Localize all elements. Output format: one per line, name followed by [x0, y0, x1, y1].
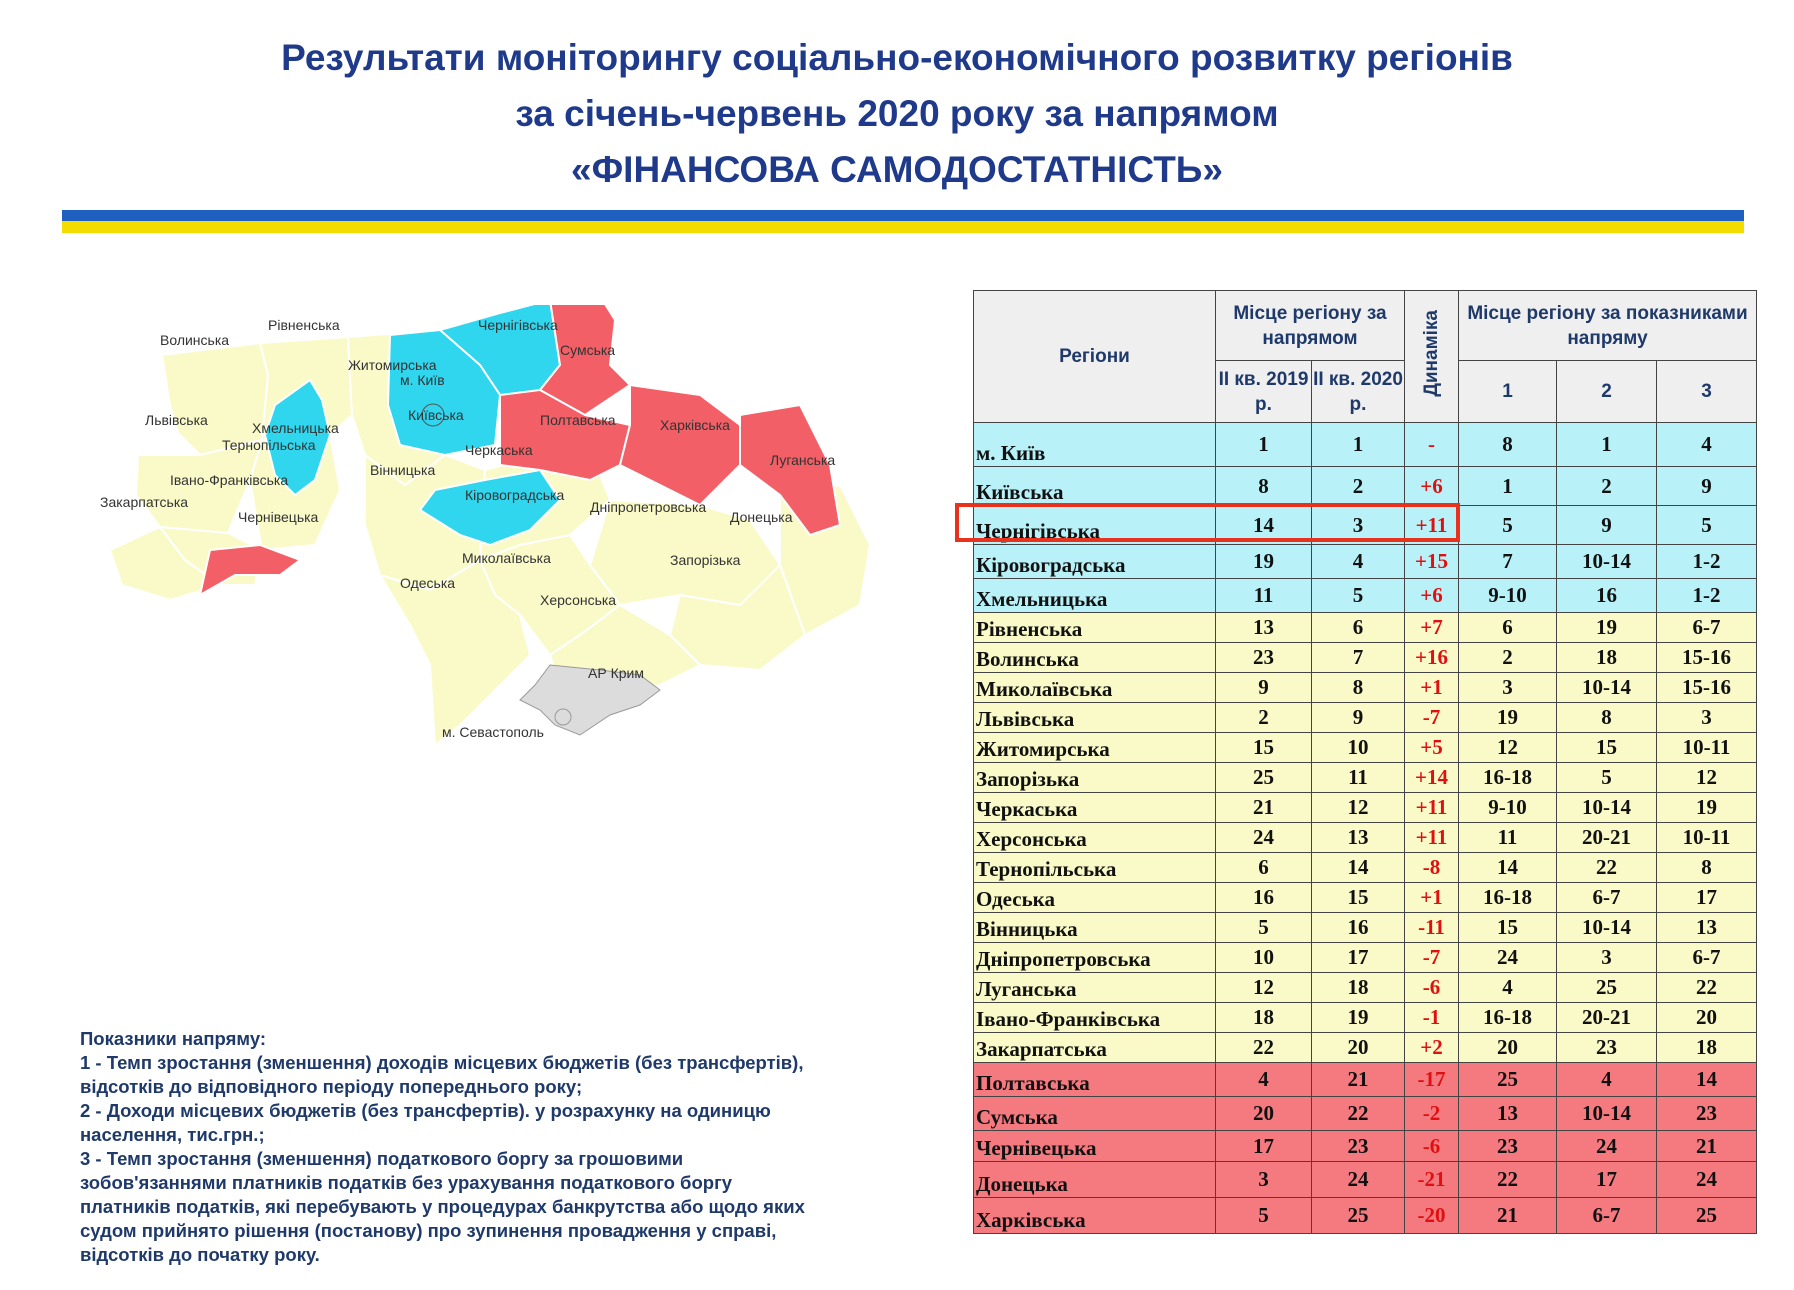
cell-i2: 2 [1557, 467, 1657, 506]
header-place-direction: Місце регіону за напрямом [1216, 291, 1405, 361]
title-line-1: Результати моніторингу соціально-економічного розвитку регіонів [281, 37, 1513, 78]
table-row [974, 423, 1757, 467]
table-row [974, 1198, 1757, 1234]
cell-i2: 23 [1557, 1033, 1657, 1063]
cell-dyn: +1 [1405, 883, 1459, 913]
legend-line: відсотків до початку року. [80, 1244, 320, 1265]
cell-region: Закарпатська [974, 1033, 1216, 1063]
cell-i1: 7 [1459, 545, 1557, 579]
cell-p2020: 21 [1312, 1063, 1405, 1097]
cell-p2020: 7 [1312, 643, 1405, 673]
cell-i2: 8 [1557, 703, 1657, 733]
map-label-luhanska: Луганська [770, 452, 836, 468]
cell-i2: 10-14 [1557, 793, 1657, 823]
cell-i3: 10-11 [1657, 823, 1757, 853]
cell-i2: 24 [1557, 1131, 1657, 1162]
header-indicator-2: 2 [1557, 361, 1657, 423]
cell-p2019: 22 [1216, 1033, 1312, 1063]
legend [80, 1027, 880, 1267]
map-label-donetska: Донецька [730, 509, 793, 525]
map-label-dnipro: Дніпропетровська [590, 499, 707, 515]
cell-p2019: 6 [1216, 853, 1312, 883]
cell-i1: 19 [1459, 703, 1557, 733]
cell-region: Донецька [974, 1162, 1216, 1198]
cell-p2020: 10 [1312, 733, 1405, 763]
cell-region: Київська [974, 467, 1216, 506]
legend-line: судом прийнято рішення (постанову) про зупинення провадження у справі, [80, 1220, 777, 1241]
cell-i2: 4 [1557, 1063, 1657, 1097]
cell-dyn: +11 [1405, 823, 1459, 853]
legend-line: зобов'язаннями платників податків без урахування податкового боргу [80, 1172, 733, 1193]
cell-p2020: 19 [1312, 1003, 1405, 1033]
cell-dyn: -17 [1405, 1063, 1459, 1097]
cell-dyn: +14 [1405, 763, 1459, 793]
cell-p2020: 17 [1312, 943, 1405, 973]
flag-stripe-blue [62, 210, 1744, 221]
map-label-rivnenska: Рівненська [268, 317, 340, 333]
map-label-khmelnytska: Хмельницька [252, 420, 339, 436]
map-sevastopol-marker [555, 709, 571, 725]
map-label-sumska: Сумська [560, 342, 616, 358]
page-title [0, 30, 1794, 198]
cell-dyn: -6 [1405, 973, 1459, 1003]
header-place-indicators: Місце регіону за показниками напряму [1459, 291, 1757, 361]
cell-dyn: - [1405, 423, 1459, 467]
cell-i2: 10-14 [1557, 913, 1657, 943]
cell-region: Волинська [974, 643, 1216, 673]
cell-p2020: 4 [1312, 545, 1405, 579]
map-label-kharkivska: Харківська [660, 417, 730, 433]
cell-i1: 9-10 [1459, 793, 1557, 823]
header-indicator-1: 1 [1459, 361, 1557, 423]
cell-region: Черкаська [974, 793, 1216, 823]
cell-i1: 16-18 [1459, 763, 1557, 793]
map-label-chernihivska: Чернігівська [478, 317, 558, 333]
cell-dyn: +6 [1405, 467, 1459, 506]
cell-i3: 24 [1657, 1162, 1757, 1198]
cell-i3: 18 [1657, 1033, 1757, 1063]
cell-p2020: 15 [1312, 883, 1405, 913]
cell-p2019: 21 [1216, 793, 1312, 823]
map-label-khersonska: Херсонська [540, 592, 617, 608]
cell-dyn: -8 [1405, 853, 1459, 883]
cell-i1: 13 [1459, 1097, 1557, 1131]
cell-p2019: 3 [1216, 1162, 1312, 1198]
map-region-kharkivska [620, 385, 740, 505]
cell-region: Дніпропетровська [974, 943, 1216, 973]
cell-region: Рівненська [974, 613, 1216, 643]
flag-stripe-yellow [62, 221, 1744, 233]
cell-p2020: 12 [1312, 793, 1405, 823]
cell-p2019: 19 [1216, 545, 1312, 579]
cell-dyn: -7 [1405, 703, 1459, 733]
cell-i3: 6-7 [1657, 613, 1757, 643]
cell-p2019: 18 [1216, 1003, 1312, 1033]
table-row [974, 913, 1757, 943]
cell-p2020: 25 [1312, 1198, 1405, 1234]
map-label-ivano: Івано-Франківська [170, 472, 289, 488]
cell-p2020: 20 [1312, 1033, 1405, 1063]
table-row [974, 1131, 1757, 1162]
table-row [974, 853, 1757, 883]
cell-i2: 10-14 [1557, 673, 1657, 703]
cell-p2019: 8 [1216, 467, 1312, 506]
cell-p2019: 25 [1216, 763, 1312, 793]
map-region-poltavska [500, 390, 630, 480]
legend-title: Показники напряму: [80, 1028, 267, 1049]
map-label-odeska: Одеська [400, 575, 456, 591]
cell-dyn: +5 [1405, 733, 1459, 763]
cell-region: Кіровоградська [974, 545, 1216, 579]
cell-i2: 15 [1557, 733, 1657, 763]
map-label-kyivska: Київська [408, 407, 464, 423]
table-row [974, 823, 1757, 853]
cell-i1: 6 [1459, 613, 1557, 643]
table-row [974, 613, 1757, 643]
map-label-sevastopol: м. Севастополь [442, 724, 544, 740]
cell-p2019: 2 [1216, 703, 1312, 733]
cell-p2019: 14 [1216, 506, 1312, 545]
table-row [974, 579, 1757, 613]
cell-i3: 19 [1657, 793, 1757, 823]
map-label-kyiv-city: м. Київ [400, 372, 445, 388]
table-row [974, 763, 1757, 793]
table-row [974, 883, 1757, 913]
cell-i3: 22 [1657, 973, 1757, 1003]
cell-region: Сумська [974, 1097, 1216, 1131]
legend-line: відсотків до відповідного періоду попереднього року; [80, 1076, 583, 1097]
cell-i1: 21 [1459, 1198, 1557, 1234]
cell-dyn: +16 [1405, 643, 1459, 673]
map-label-lvivska: Львівська [145, 412, 208, 428]
cell-i2: 10-14 [1557, 545, 1657, 579]
cell-dyn: +15 [1405, 545, 1459, 579]
cell-i3: 1-2 [1657, 579, 1757, 613]
cell-p2019: 20 [1216, 1097, 1312, 1131]
cell-i1: 16-18 [1459, 883, 1557, 913]
cell-i3: 5 [1657, 506, 1757, 545]
cell-i3: 1-2 [1657, 545, 1757, 579]
cell-region: Львівська [974, 703, 1216, 733]
cell-i3: 17 [1657, 883, 1757, 913]
cell-dyn: +1 [1405, 673, 1459, 703]
cell-i3: 25 [1657, 1198, 1757, 1234]
cell-i2: 18 [1557, 643, 1657, 673]
cell-i1: 9-10 [1459, 579, 1557, 613]
cell-i1: 3 [1459, 673, 1557, 703]
table-row [974, 793, 1757, 823]
cell-region: Херсонська [974, 823, 1216, 853]
cell-region: Полтавська [974, 1063, 1216, 1097]
cell-dyn: +11 [1405, 793, 1459, 823]
table-body [974, 423, 1757, 1234]
cell-region: Івано-Франківська [974, 1003, 1216, 1033]
cell-p2020: 1 [1312, 423, 1405, 467]
cell-region: Хмельницька [974, 579, 1216, 613]
cell-dyn: -20 [1405, 1198, 1459, 1234]
cell-i3: 4 [1657, 423, 1757, 467]
cell-p2020: 23 [1312, 1131, 1405, 1162]
table-row [974, 1162, 1757, 1198]
cell-i3: 21 [1657, 1131, 1757, 1162]
cell-i1: 8 [1459, 423, 1557, 467]
header-regions: Регіони [974, 291, 1216, 423]
map-label-zhytomyrska: Житомирська [348, 357, 437, 373]
legend-line: 1 - Темп зростання (зменшення) доходів місцевих бюджетів (без трансфертів), [80, 1052, 804, 1073]
map-label-mykolaivska: Миколаївська [462, 550, 551, 566]
legend-line: 3 - Темп зростання (зменшення) податкового боргу за грошовими [80, 1148, 684, 1169]
cell-i1: 4 [1459, 973, 1557, 1003]
cell-p2020: 5 [1312, 579, 1405, 613]
cell-i1: 24 [1459, 943, 1557, 973]
cell-p2020: 13 [1312, 823, 1405, 853]
ukraine-map [100, 305, 980, 865]
cell-region: Харківська [974, 1198, 1216, 1234]
cell-i2: 20-21 [1557, 823, 1657, 853]
cell-region: Запорізька [974, 763, 1216, 793]
cell-i1: 25 [1459, 1063, 1557, 1097]
cell-p2020: 9 [1312, 703, 1405, 733]
cell-p2019: 1 [1216, 423, 1312, 467]
cell-p2019: 13 [1216, 613, 1312, 643]
cell-dyn: +6 [1405, 579, 1459, 613]
table-row [974, 1063, 1757, 1097]
header-q2019: ІІ кв. 2019 р. [1216, 361, 1312, 423]
table-row [974, 673, 1757, 703]
table-row [974, 643, 1757, 673]
cell-dyn: -7 [1405, 943, 1459, 973]
cell-i1: 11 [1459, 823, 1557, 853]
cell-i3: 23 [1657, 1097, 1757, 1131]
cell-i3: 9 [1657, 467, 1757, 506]
cell-i2: 9 [1557, 506, 1657, 545]
cell-dyn: -11 [1405, 913, 1459, 943]
cell-i3: 6-7 [1657, 943, 1757, 973]
cell-i3: 20 [1657, 1003, 1757, 1033]
cell-p2019: 15 [1216, 733, 1312, 763]
cell-p2019: 5 [1216, 913, 1312, 943]
header-dynamics [1405, 291, 1459, 423]
table-row [974, 1003, 1757, 1033]
cell-i2: 10-14 [1557, 1097, 1657, 1131]
cell-i2: 25 [1557, 973, 1657, 1003]
cell-region: Луганська [974, 973, 1216, 1003]
table-row [974, 733, 1757, 763]
cell-i3: 15-16 [1657, 643, 1757, 673]
map-label-poltavska: Полтавська [540, 412, 616, 428]
cell-i2: 16 [1557, 579, 1657, 613]
cell-p2020: 18 [1312, 973, 1405, 1003]
cell-p2020: 11 [1312, 763, 1405, 793]
title-line-2: за січень-червень 2020 року за напрямом [515, 93, 1279, 134]
cell-p2020: 2 [1312, 467, 1405, 506]
ranking-table [973, 290, 1757, 1234]
cell-p2020: 8 [1312, 673, 1405, 703]
cell-p2020: 22 [1312, 1097, 1405, 1131]
cell-dyn: +11 [1405, 506, 1459, 545]
cell-i2: 6-7 [1557, 1198, 1657, 1234]
cell-p2019: 16 [1216, 883, 1312, 913]
cell-region: Миколаївська [974, 673, 1216, 703]
cell-i2: 20-21 [1557, 1003, 1657, 1033]
cell-p2020: 3 [1312, 506, 1405, 545]
cell-dyn: +2 [1405, 1033, 1459, 1063]
title-line-3: «ФІНАНСОВА САМОДОСТАТНІСТЬ» [571, 149, 1223, 190]
header-q2020: ІІ кв. 2020 р. [1312, 361, 1405, 423]
map-label-crimea: АР Крим [588, 665, 644, 681]
cell-i1: 16-18 [1459, 1003, 1557, 1033]
cell-p2019: 10 [1216, 943, 1312, 973]
map-region-chernivetska [200, 545, 300, 595]
map-label-vinnytska: Вінницька [370, 462, 436, 478]
cell-i1: 1 [1459, 467, 1557, 506]
map-label-ternopilska: Тернопільська [222, 437, 316, 453]
cell-dyn: -2 [1405, 1097, 1459, 1131]
map-label-volynska: Волинська [160, 332, 230, 348]
legend-line: платників податків, які перебувають у процедурах банкрутства або щодо яких [80, 1196, 805, 1217]
cell-i2: 5 [1557, 763, 1657, 793]
cell-p2020: 24 [1312, 1162, 1405, 1198]
cell-region: Вінницька [974, 913, 1216, 943]
cell-p2019: 4 [1216, 1063, 1312, 1097]
cell-i1: 15 [1459, 913, 1557, 943]
cell-i3: 10-11 [1657, 733, 1757, 763]
table-row [974, 1033, 1757, 1063]
cell-region: Житомирська [974, 733, 1216, 763]
map-label-cherkaska: Черкаська [465, 442, 533, 458]
map-label-kirovohradska: Кіровоградська [465, 487, 565, 503]
map-label-zaporizka: Запорізька [670, 552, 741, 568]
highlight-box [955, 503, 1460, 542]
cell-i2: 22 [1557, 853, 1657, 883]
table-row [974, 467, 1757, 506]
map-label-chernivetska: Чернівецька [238, 509, 319, 525]
cell-dyn: -1 [1405, 1003, 1459, 1033]
legend-line: населення, тис.грн.; [80, 1124, 265, 1145]
cell-i3: 15-16 [1657, 673, 1757, 703]
cell-i3: 12 [1657, 763, 1757, 793]
table-row [974, 973, 1757, 1003]
cell-i2: 17 [1557, 1162, 1657, 1198]
cell-p2019: 5 [1216, 1198, 1312, 1234]
cell-p2019: 24 [1216, 823, 1312, 853]
cell-i2: 3 [1557, 943, 1657, 973]
cell-i1: 2 [1459, 643, 1557, 673]
table-row [974, 1097, 1757, 1131]
cell-i2: 19 [1557, 613, 1657, 643]
cell-i3: 13 [1657, 913, 1757, 943]
legend-line: 2 - Доходи місцевих бюджетів (без трансфертів). у розрахунку на одиницю [80, 1100, 771, 1121]
cell-p2019: 12 [1216, 973, 1312, 1003]
cell-i3: 14 [1657, 1063, 1757, 1097]
cell-dyn: -6 [1405, 1131, 1459, 1162]
cell-i3: 3 [1657, 703, 1757, 733]
cell-dyn: -21 [1405, 1162, 1459, 1198]
header-indicator-3: 3 [1657, 361, 1757, 423]
table-row [974, 545, 1757, 579]
cell-region: Чернівецька [974, 1131, 1216, 1162]
cell-i1: 20 [1459, 1033, 1557, 1063]
cell-p2020: 6 [1312, 613, 1405, 643]
cell-dyn: +7 [1405, 613, 1459, 643]
cell-region: Тернопільська [974, 853, 1216, 883]
cell-p2019: 17 [1216, 1131, 1312, 1162]
table-row [974, 943, 1757, 973]
table-row [974, 703, 1757, 733]
map-label-zakarpatska: Закарпатська [100, 494, 189, 510]
cell-region: Чернігівська [974, 506, 1216, 545]
cell-i2: 6-7 [1557, 883, 1657, 913]
cell-p2020: 16 [1312, 913, 1405, 943]
cell-i2: 1 [1557, 423, 1657, 467]
cell-i1: 12 [1459, 733, 1557, 763]
cell-i3: 8 [1657, 853, 1757, 883]
cell-i1: 22 [1459, 1162, 1557, 1198]
cell-p2019: 11 [1216, 579, 1312, 613]
cell-i1: 23 [1459, 1131, 1557, 1162]
cell-i1: 5 [1459, 506, 1557, 545]
cell-p2020: 14 [1312, 853, 1405, 883]
header-dynamics-label: Динаміка [1421, 309, 1442, 397]
cell-region: Одеська [974, 883, 1216, 913]
cell-i1: 14 [1459, 853, 1557, 883]
cell-region: м. Київ [974, 423, 1216, 467]
cell-p2019: 23 [1216, 643, 1312, 673]
cell-p2019: 9 [1216, 673, 1312, 703]
